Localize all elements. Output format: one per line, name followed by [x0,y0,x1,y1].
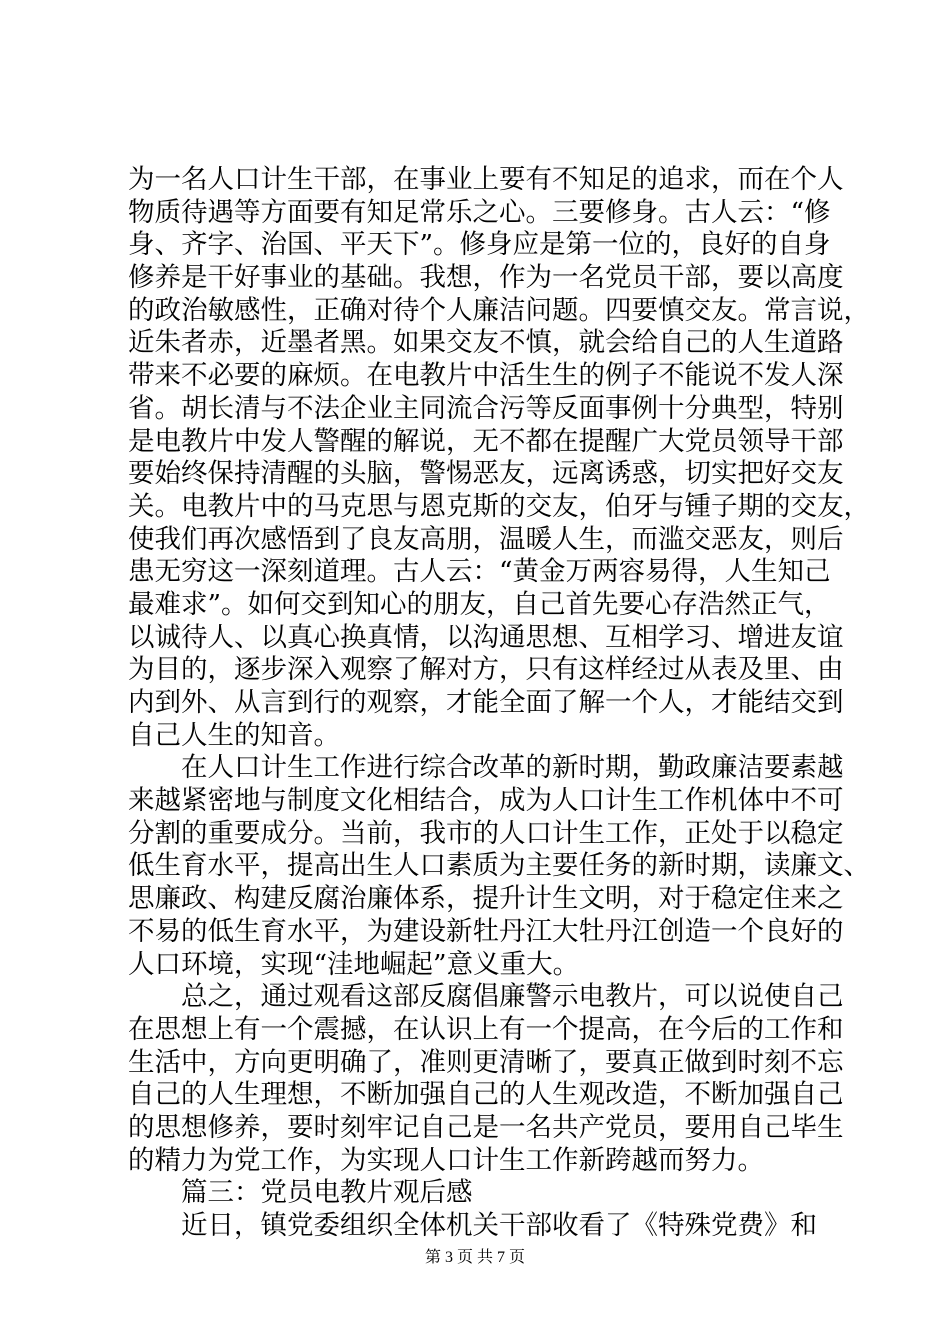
text-line: 要始终保持清醒的头脑，警惕恶友，远离诱惑，切实把好交友 [128,458,844,490]
text-line: 为目的，逐步深入观察了解对方，只有这样经过从表及里、由 [128,654,844,686]
text-line: 不易的低生育水平，为建设新牡丹江大牡丹江创造一个良好的 [128,915,844,947]
section-heading: 篇三：党员电教片观后感 [128,1177,473,1209]
text-line: 低生育水平，提高出生人口素质为主要任务的新时期，读廉文、 [128,850,870,882]
text-line: 患无穷这一深刻道理。古人云：“黄金万两容易得，人生知己 [128,556,831,588]
text-line: 近朱者赤，近墨者黑。如果交友不慎，就会给自己的人生道路 [128,327,844,359]
text-line: 的政治敏感性，正确对待个人廉洁问题。四要慎交友。常言说， [128,294,870,326]
text-line: 带来不必要的麻烦。在电教片中活生生的例子不能说不发人深 [128,360,844,392]
text-line: 自己人生的知音。 [128,719,340,751]
text-line: 人口环境，实现“洼地崛起”意义重大。 [128,948,580,980]
text-line: 使我们再次感悟到了良友高朋，温暖人生，而滥交恶友，则后 [128,523,844,555]
text-line: 近日，镇党委组织全体机关干部收看了《特殊党费》和 [128,1210,817,1241]
text-line: 分割的重要成分。当前，我市的人口计生工作，正处于以稳定 [128,817,844,849]
text-line: 思廉政、构建反腐治廉体系，提升计生文明，对于稳定住来之 [128,883,844,915]
text-line: 的思想修养，要时刻牢记自己是一名共产党员，要用自己毕生 [128,1111,844,1143]
text-line: 最难求”。如何交到知心的朋友，自己首先要心存浩然正气， [128,588,831,620]
text-line: 为一名人口计生干部，在事业上要有不知足的追求，而在个人 [128,164,844,195]
text-line: 是电教片中发人警醒的解说，无不都在提醒广大党员领导干部 [128,425,844,457]
page-footer [0,1244,950,1267]
text-line: 物质待遇等方面要有知足常乐之心。三要修身。古人云：“修 [128,196,831,228]
text-line: 内到外、从言到行的观察，才能全面了解一个人，才能结交到 [128,687,844,718]
text-line: 在思想上有一个震撼，在认识上有一个提高，在今后的工作和 [128,1013,844,1045]
text-line: 身、齐字、治国、平天下”。修身应是第一位的，良好的自身 [128,229,831,261]
page-number: 第 3 页 共 7 页 [424,1249,525,1266]
text-line: 来越紧密地与制度文化相结合，成为人口计生工作机体中不可 [128,785,844,817]
text-line: 省。胡长清与不法企业主同流合污等反面事例十分典型，特别 [128,392,844,424]
text-line: 在人口计生工作进行综合改革的新时期，勤政廉洁要素越 [128,752,844,784]
text-line: 的精力为党工作，为实现人口计生工作新跨越而努力。 [128,1144,764,1176]
text-line: 以诚待人、以真心换真情，以沟通思想、互相学习、增进友谊 [128,621,844,653]
text-line: 修养是干好事业的基础。我想，作为一名党员干部，要以高度 [128,262,844,294]
text-line: 关。电教片中的马克思与恩克斯的交友，伯牙与锺子期的交友， [128,490,870,522]
text-line: 自己的人生理想，不断加强自己的人生观改造，不断加强自己 [128,1079,844,1111]
body-text [128,164,870,1243]
text-line: 总之，通过观看这部反腐倡廉警示电教片，可以说使自己 [128,981,844,1013]
text-line: 生活中，方向更明确了，准则更清晰了，要真正做到时刻不忘 [128,1046,844,1078]
